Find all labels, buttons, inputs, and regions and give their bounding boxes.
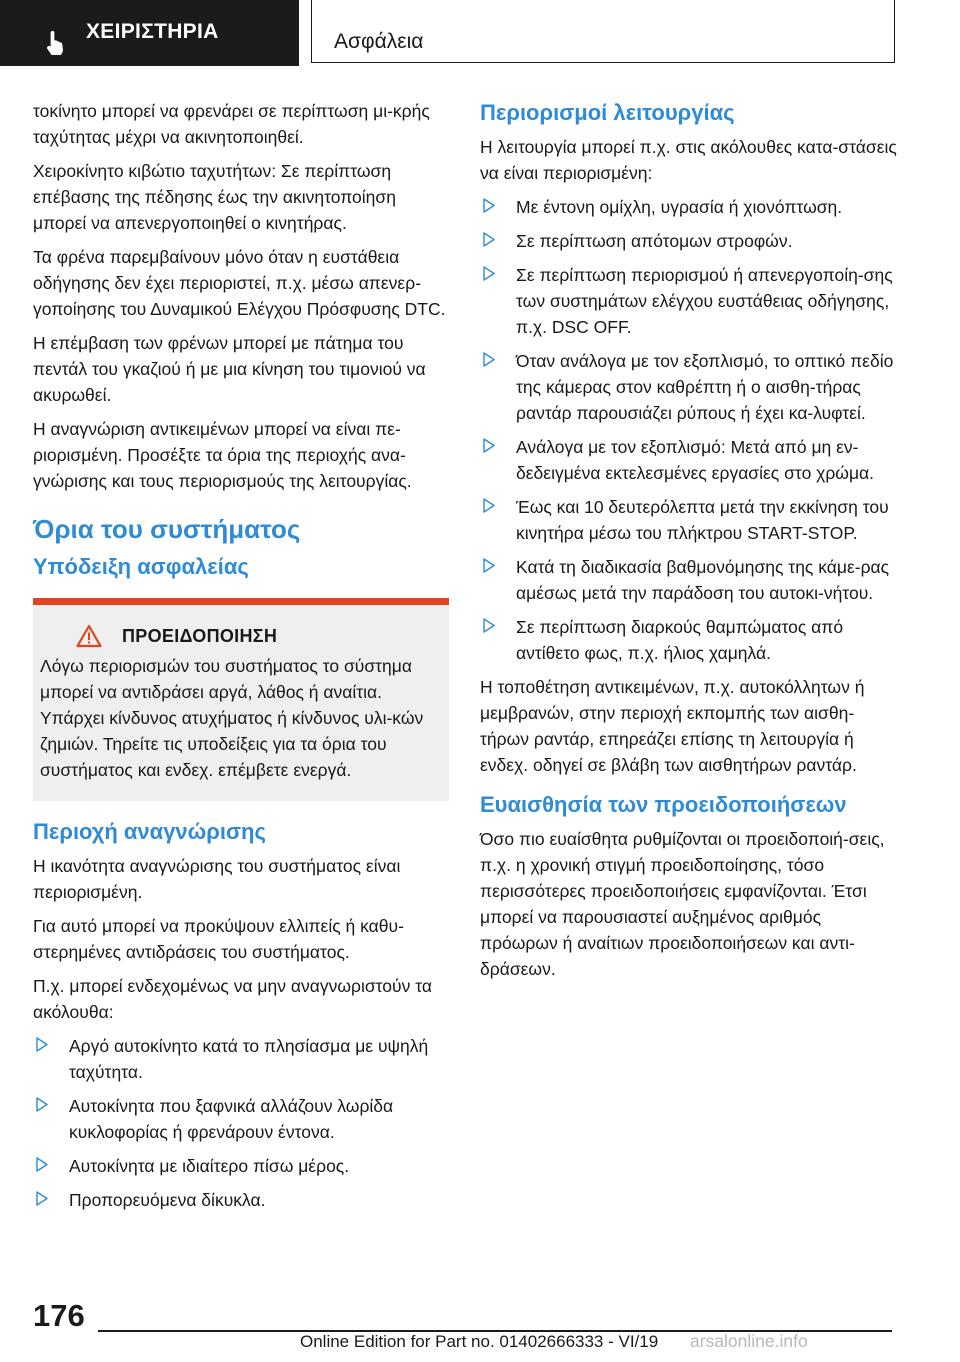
- list-item: Αργό αυτοκίνητο κατά το πλησίασμα με υψηλή ταχύτητα.: [33, 1033, 449, 1085]
- detection-limits-list: [33, 1033, 449, 1213]
- manual-tab-label: ΧΕΙΡΙΣΤΗΡΙΑ: [86, 20, 219, 43]
- list-item: Κατά τη διαδικασία βαθμονόμησης της κάμε-ρας αμέσως μετά την παράδοση του αυτοκι-νήτου.: [480, 554, 898, 606]
- heading-safety-note: Υπόδειξη ασφαλείας: [33, 554, 249, 579]
- paragraph: Η αναγνώριση αντικειμένων μπορεί να είναι πε-ριορισμένη. Προσέξτε τα όρια της περιοχής ανα-γνώρισης και τους περιορισμούς της λειτουργίας.: [33, 419, 412, 491]
- list-item: Όταν ανάλογα με τον εξοπλισμό, το οπτικό πεδίο της κάμερας στον καθρέπτη ή ο αισθη-τήρας ραντάρ παρουσιάζει ρύπους ή έχει κα-λυφτεί.: [480, 348, 898, 426]
- triangle-bullet-icon: [483, 438, 495, 453]
- right-column: [480, 98, 898, 990]
- paragraph: Π.χ. μπορεί ενδεχομένως να μην αναγνωριστούν τα ακόλουθα:: [33, 976, 433, 1022]
- paragraph: Η τοποθέτηση αντικειμένων, π.χ. αυτοκόλλητων ή μεμβρανών, στην περιοχή εκπομπής των αισθη-τήρων ραντάρ, επηρεάζει επίσης τη λειτουργία ή ενδεχ. οδηγεί σε βλάβη των αισθητήρων ραντάρ.: [480, 677, 865, 775]
- triangle-bullet-icon: [483, 618, 495, 633]
- heading-system-limits: Όρια του συστήματος: [33, 514, 301, 544]
- section-tab-label: Ασφάλεια: [334, 30, 424, 53]
- triangle-bullet-icon: [483, 498, 495, 513]
- paragraph: Χειροκίνητο κιβώτιο ταχυτήτων: Σε περίπτωση επέβασης της πέδησης έως την ακινητοποίηση μπορεί να απενεργοποιηθεί ο κινητήρας.: [33, 161, 396, 233]
- paragraph: Για αυτό μπορεί να προκύψουν ελλιπείς ή καθυ-στερημένες αντιδράσεις του συστήματος.: [33, 916, 404, 962]
- list-item: Με έντονη ομίχλη, υγρασία ή χιονόπτωση.: [480, 194, 898, 220]
- triangle-bullet-icon: [483, 266, 495, 281]
- page-number: 176: [33, 1298, 85, 1333]
- heading-warning-sensitivity: Ευαισθησία των προειδοποιήσεων: [480, 792, 847, 817]
- warning-header: [76, 623, 441, 649]
- triangle-bullet-icon: [483, 352, 495, 367]
- list-item: Προπορευόμενα δίκυκλα.: [33, 1187, 449, 1213]
- list-item: Έως και 10 δευτερόλεπτα μετά την εκκίνηση του κινητήρα μέσω του πλήκτρου START-STOP.: [480, 494, 898, 546]
- page-header: [0, 0, 960, 66]
- paragraph: τοκίνητο μπορεί να φρενάρει σε περίπτωση μι-κρής ταχύτητας μέχρι να ακινητοποιηθεί.: [33, 101, 430, 147]
- heading-function-limits: Περιορισμοί λειτουργίας: [480, 100, 735, 125]
- warning-box: [33, 598, 449, 801]
- triangle-bullet-icon: [483, 558, 495, 573]
- triangle-bullet-icon: [483, 198, 495, 213]
- triangle-bullet-icon: [36, 1037, 48, 1052]
- warning-triangle-icon: [76, 624, 102, 648]
- triangle-bullet-icon: [483, 232, 495, 247]
- left-column: [33, 98, 449, 1221]
- warning-title: ΠΡΟΕΙΔΟΠΟΙΗΣΗ: [122, 626, 278, 646]
- paragraph: Τα φρένα παρεμβαίνουν μόνο όταν η ευστάθεια οδήγησης δεν έχει περιοριστεί, π.χ. μέσω απενερ-γοποίησης του Δυναμικού Ελέγχου Πρόσφυσης DTC.: [33, 247, 446, 319]
- paragraph: Η επέμβαση των φρένων μπορεί με πάτημα του πεντάλ του γκαζιού ή με μια κίνηση του τιμονιού να ακυρωθεί.: [33, 333, 426, 405]
- manual-tab[interactable]: [0, 0, 299, 66]
- triangle-bullet-icon: [36, 1191, 48, 1206]
- page-footer: [0, 1290, 960, 1362]
- edition-text: Online Edition for Part no. 01402666333 - VI/19: [300, 1332, 659, 1351]
- list-item: Σε περίπτωση απότομων στροφών.: [480, 228, 898, 254]
- section-tab[interactable]: [311, 0, 895, 63]
- warning-text: Λόγω περιορισμών του συστήματος το σύστημα μπορεί να αντιδράσει αργά, λάθος ή αναίτια. Υπάρχει κίνδυνος ατυχήματος ή κίνδυνος υλι-κών ζημιών. Τηρείτε τις υποδείξεις για τα όρια του συστήματος και ενδεχ. επέμβετε ενεργά.: [40, 656, 424, 780]
- list-item: Σε περίπτωση διαρκούς θαμπώματος από αντίθετο φως, π.χ. ήλιος χαμηλά.: [480, 614, 898, 666]
- watermark-text: arsalonline.info: [690, 1331, 808, 1351]
- list-item: Σε περίπτωση περιορισμού ή απενεργοποίη-σης των συστημάτων ελέγχου ευστάθειας οδήγησης, π.χ. DSC OFF.: [480, 262, 898, 340]
- paragraph: Όσο πιο ευαίσθητα ρυθμίζονται οι προειδοποιή-σεις, π.χ. η χρονική στιγμή προειδοποίησης, τόσο περισσότερες προειδοποιήσεις εμφανίζονται. Έτσι μπορεί να παρουσιαστεί αυξημένος αριθμός πρόωρων ή αναίτιων προειδοποιήσεων και αντι-δράσεων.: [480, 829, 885, 979]
- list-item: Ανάλογα με τον εξοπλισμό: Μετά από μη εν-δεδειγμένα εκτελεσμένες εργασίες στο χρώμα.: [480, 434, 898, 486]
- paragraph: Η λειτουργία μπορεί π.χ. στις ακόλουθες κατα-στάσεις να είναι περιορισμένη:: [480, 137, 897, 183]
- list-item: Αυτοκίνητα με ιδιαίτερο πίσω μέρος.: [33, 1153, 449, 1179]
- triangle-bullet-icon: [36, 1097, 48, 1112]
- heading-detection-area: Περιοχή αναγνώρισης: [33, 819, 266, 844]
- paragraph: Η ικανότητα αναγνώρισης του συστήματος είναι περιορισμένη.: [33, 856, 401, 902]
- triangle-bullet-icon: [36, 1157, 48, 1172]
- list-item: Αυτοκίνητα που ξαφνικά αλλάζουν λωρίδα κυκλοφορίας ή φρενάρουν έντονα.: [33, 1093, 449, 1145]
- pointing-hand-icon: [42, 28, 70, 56]
- function-limits-list: [480, 194, 898, 666]
